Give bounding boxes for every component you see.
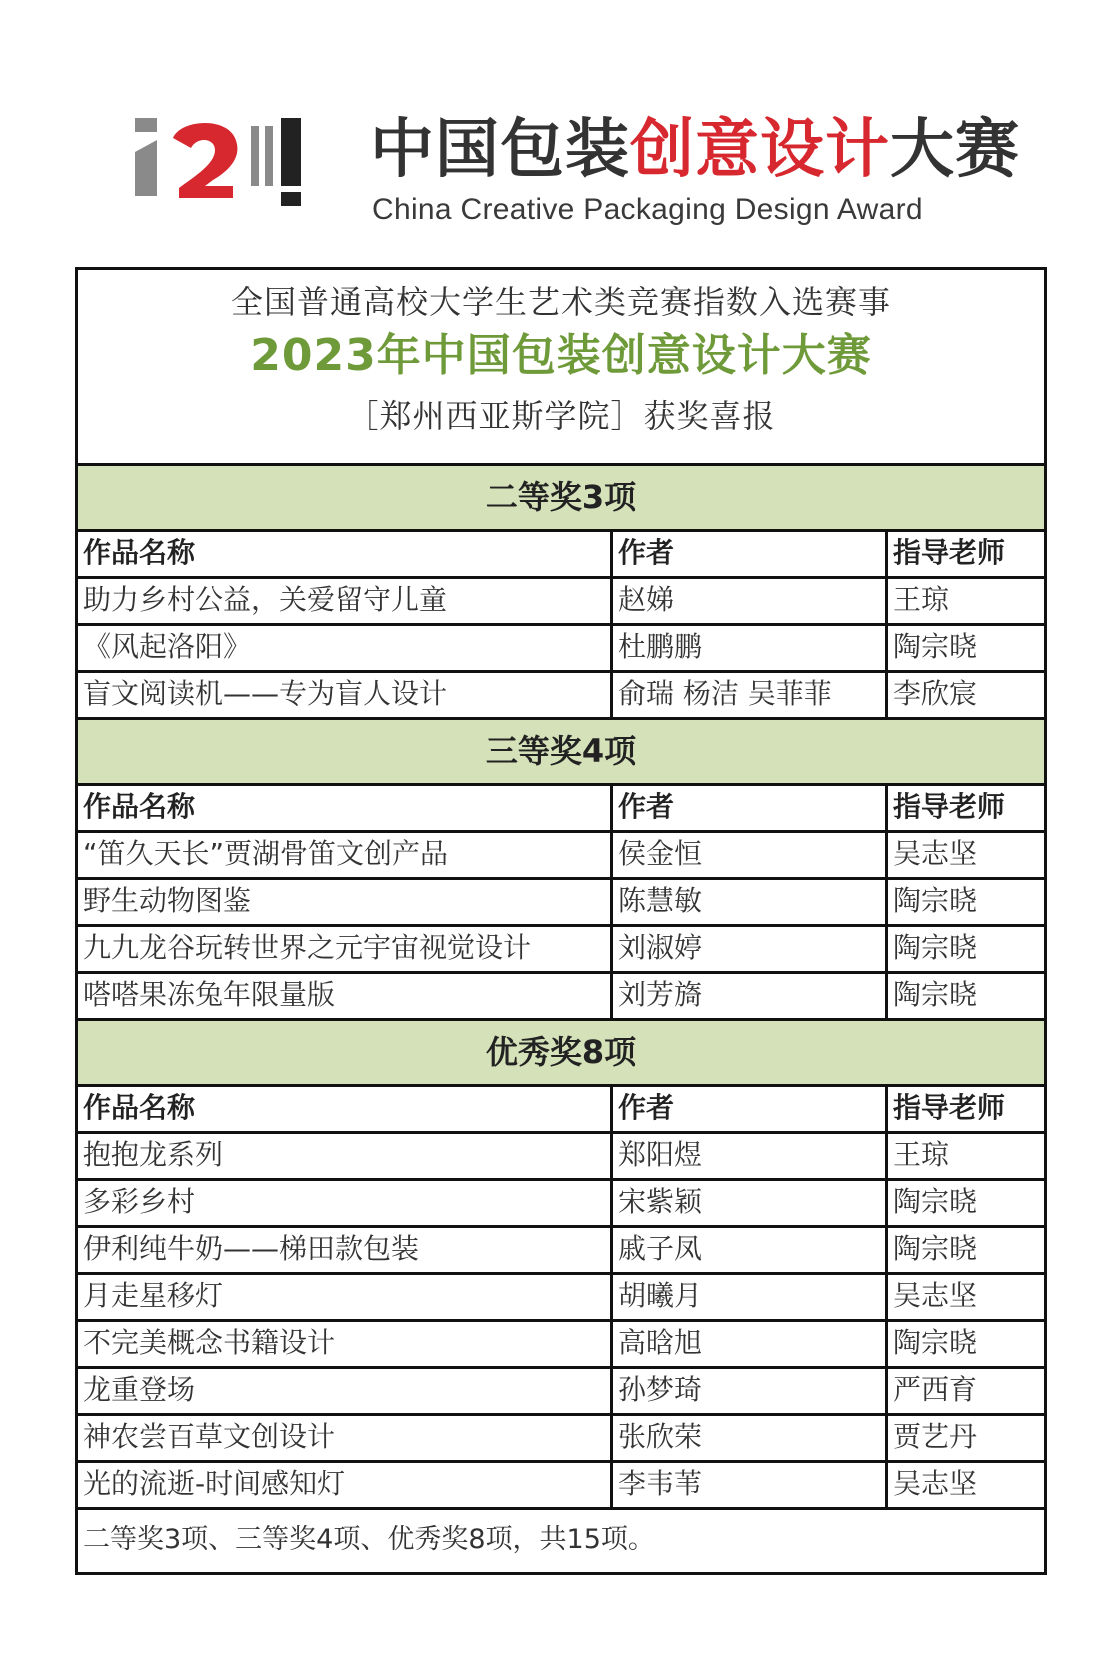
col-header-advisor: 指导老师	[893, 1091, 1006, 1124]
work-title: 嗒嗒果冻兔年限量版	[78, 974, 613, 1018]
col-header-author: 作者	[613, 1087, 888, 1131]
table-row	[78, 579, 1044, 626]
work-title: 龙重登场	[78, 1369, 613, 1413]
work-title: 不完美概念书籍设计	[78, 1322, 613, 1366]
brand-title-part-2: 大赛	[890, 113, 1020, 187]
advisor: 陶宗晓	[893, 1326, 978, 1359]
author: 戚子凤	[613, 1228, 888, 1272]
table-row	[78, 974, 1044, 1021]
author: 李韦苇	[613, 1463, 888, 1507]
col-header-advisor: 指导老师	[893, 536, 1006, 569]
summary-line: 二等奖3项、三等奖4项、优秀奖8项，共15项。	[83, 1524, 655, 1555]
advisor: 陶宗晓	[893, 931, 978, 964]
advisor: 李欣宸	[893, 677, 978, 710]
advisor: 王琼	[893, 1138, 950, 1171]
author: 胡曦月	[613, 1275, 888, 1319]
work-title: 野生动物图鉴	[78, 880, 613, 924]
school-announcement: ［郑州西亚斯学院］获奖喜报	[346, 397, 776, 435]
advisor: 陶宗晓	[893, 1232, 978, 1265]
advisor: 严西育	[893, 1373, 978, 1406]
table-row	[78, 1322, 1044, 1369]
table-row	[78, 1181, 1044, 1228]
col-header-work: 作品名称	[78, 786, 613, 830]
col-header-work: 作品名称	[78, 1087, 613, 1131]
work-title: 助力乡村公益，关爱留守儿童	[78, 579, 613, 623]
work-title: 《风起洛阳》	[78, 626, 613, 670]
brand-header	[0, 0, 1109, 260]
col-header-work: 作品名称	[78, 532, 613, 576]
author: 陈慧敏	[613, 880, 888, 924]
advisor: 贾艺丹	[893, 1420, 978, 1453]
work-title: 九九龙谷玩转世界之元宇宙视觉设计	[78, 927, 613, 971]
section-title-third-prize: 三等奖4项	[78, 720, 1044, 786]
author: 孙梦琦	[613, 1369, 888, 1413]
work-title: 抱抱龙系列	[78, 1134, 613, 1178]
advisor: 陶宗晓	[893, 1185, 978, 1218]
author: 刘芳旖	[613, 974, 888, 1018]
award-logo-icon	[135, 118, 335, 218]
table-row	[78, 1228, 1044, 1275]
section-title-second-prize: 二等奖3项	[78, 466, 1044, 532]
competition-category-line: 全国普通高校大学生艺术类竞赛指数入选赛事	[230, 283, 891, 321]
author: 张欣荣	[613, 1416, 888, 1460]
column-header-row	[78, 786, 1044, 833]
table-header	[78, 270, 1044, 466]
work-title: “笛久天长”贾湖骨笛文创产品	[78, 833, 613, 877]
column-header-row	[78, 1087, 1044, 1134]
work-title: 盲文阅读机——专为盲人设计	[78, 673, 613, 717]
table-row	[78, 673, 1044, 720]
author: 侯金恒	[613, 833, 888, 877]
table-row	[78, 833, 1044, 880]
work-title: 月走星移灯	[78, 1275, 613, 1319]
brand-title-part-1: 中国包装	[370, 113, 630, 187]
column-header-row	[78, 532, 1044, 579]
brand-title-part-red: 创意设计	[630, 113, 890, 187]
author: 赵娣	[613, 579, 888, 623]
brand-title-cn	[370, 115, 1020, 185]
advisor: 陶宗晓	[893, 978, 978, 1011]
advisor: 吴志坚	[893, 837, 978, 870]
author: 刘淑婷	[613, 927, 888, 971]
advisor: 陶宗晓	[893, 884, 978, 917]
awards-table	[75, 267, 1047, 1575]
work-title: 光的流逝-时间感知灯	[78, 1463, 613, 1507]
author: 杜鹏鹏	[613, 626, 888, 670]
table-row	[78, 1416, 1044, 1463]
table-row	[78, 1369, 1044, 1416]
author: 俞瑞 杨洁 吴菲菲	[613, 673, 888, 717]
section-title-merit-prize: 优秀奖8项	[78, 1021, 1044, 1087]
author: 宋紫颖	[613, 1181, 888, 1225]
author: 郑阳煜	[613, 1134, 888, 1178]
table-row	[78, 880, 1044, 927]
author: 高晗旭	[613, 1322, 888, 1366]
table-row	[78, 1134, 1044, 1181]
table-row	[78, 1463, 1044, 1510]
col-header-author: 作者	[613, 786, 888, 830]
table-row	[78, 1275, 1044, 1322]
advisor: 吴志坚	[893, 1279, 978, 1312]
work-title: 伊利纯牛奶——梯田款包装	[78, 1228, 613, 1272]
work-title: 多彩乡村	[78, 1181, 613, 1225]
table-row	[78, 626, 1044, 673]
competition-title: 2023年中国包装创意设计大赛	[250, 330, 872, 381]
advisor: 吴志坚	[893, 1467, 978, 1500]
table-row	[78, 927, 1044, 974]
advisor: 王琼	[893, 583, 950, 616]
work-title: 神农尝百草文创设计	[78, 1416, 613, 1460]
brand-title-en: China Creative Packaging Design Award	[372, 193, 923, 226]
col-header-advisor: 指导老师	[893, 790, 1006, 823]
advisor: 陶宗晓	[893, 630, 978, 663]
col-header-author: 作者	[613, 532, 888, 576]
